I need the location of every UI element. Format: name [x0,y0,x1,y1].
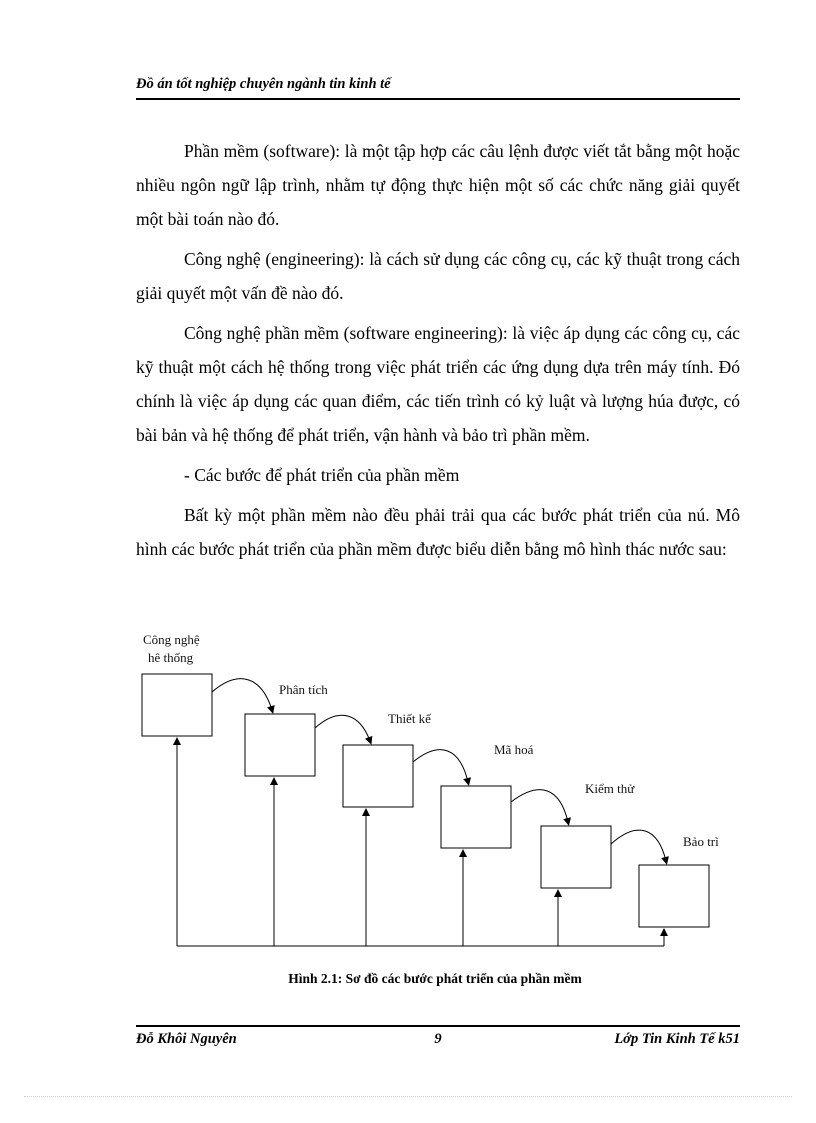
paragraph-engineering: Công nghệ (engineering): là cách sử dụng các công cụ, các kỹ thuật trong cách giải quyết một vấn đề nào đó. [136,249,740,303]
step-box-design [343,745,413,807]
step-box-coding [441,786,511,848]
curved-arrow-1 [212,679,272,710]
curved-arrow-5 [611,830,666,861]
paragraph-waterfall-intro: Bất kỳ một phần mềm nào đều phải trải qua các bước phát triển của nú. Mô hình các bước phát triển của phần mềm được biểu diễn bằng mô hình thác nước sau: [136,505,740,559]
label-analysis: Phân tích [279,682,328,697]
paragraph-steps-heading: - Các bước để phát triển của phần mềm [184,465,460,485]
label-maintenance: Bảo trì [683,834,719,849]
step-box-analysis [245,714,315,776]
label-system-engineering-1: Công nghệ [143,632,200,647]
footer-author: Đỗ Khôi Nguyên [136,1031,237,1047]
curved-arrow-2 [315,715,370,741]
label-testing: Kiểm thử [585,781,635,796]
page-footer [136,1025,740,1048]
waterfall-diagram [130,622,730,952]
label-coding: Mã hoá [494,742,534,757]
page-header: Đồ án tốt nghiệp chuyên ngành tin kinh tế [136,76,740,100]
footer-class: Lớp Tin Kinh Tế k51 [614,1031,740,1047]
paragraph-software: Phần mềm (software): là một tập hợp các câu lệnh được viết tắt bằng một hoặc nhiều ngôn ngữ lập trình, nhằm tự động thực hiện một số các chức năng giải quyết một bài toán nào đó. [136,141,740,229]
figure-caption: Hình 2.1: Sơ đồ các bước phát triển của phần mềm [288,971,582,986]
body-text [136,134,740,572]
footer-page-number: 9 [434,1031,442,1047]
label-design: Thiết kế [388,711,431,726]
paragraph-software-engineering: Công nghệ phần mềm (software engineering): là việc áp dụng các công cụ, các kỹ thuật một cách hệ thống trong việc phát triển các ứng dụng dựa trên máy tính. Đó chính là việc áp dụng các quan điểm, các tiến trình có kỷ luật và lượng húa được, có bài bản và hệ thống để phát triển, vận hành và bảo trì phần mềm. [136,323,740,445]
step-box-testing [541,826,611,888]
label-system-engineering-2: hê thống [148,650,194,665]
page-bottom-rule [24,1096,792,1097]
step-box-system-engineering [142,674,212,736]
curved-arrow-4 [511,790,568,822]
curved-arrow-3 [413,750,468,782]
step-box-maintenance [639,865,709,927]
